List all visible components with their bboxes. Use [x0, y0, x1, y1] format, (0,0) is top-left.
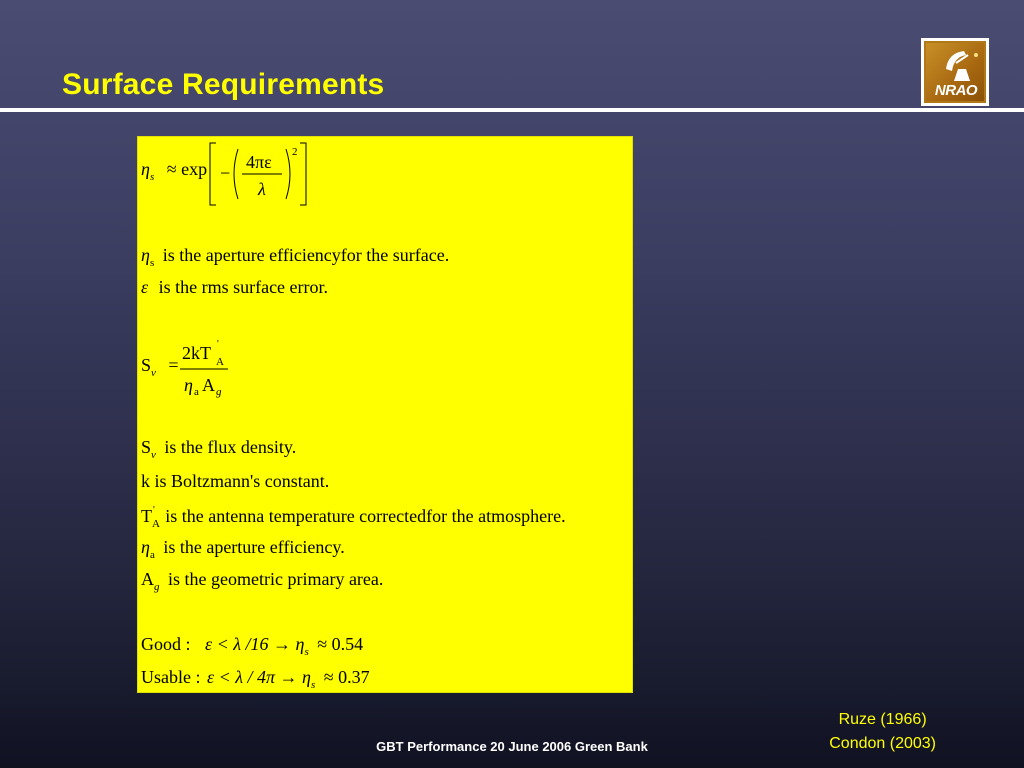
ruze-bracket-expression: [208, 141, 318, 207]
good-criterion: Good : ε < λ $/16 \to \eta_s \approx 0.54$: [141, 634, 364, 658]
reference-ruze: Ruze (1966): [838, 711, 927, 728]
logo-emblem: [924, 41, 986, 103]
reference-condon: Condon (2003): [829, 735, 936, 752]
svg-text:−: −: [220, 163, 231, 183]
svg-text:4πε: 4πε: [246, 152, 272, 172]
title-divider: [0, 108, 1024, 112]
antenna-temperature-definition: $T_A'$ is the antenna temperature correctedfor the atmosphere.: [141, 505, 566, 530]
boltzmann-definition: k is Boltzmann's constant.: [141, 471, 330, 491]
flux-fraction: [178, 337, 238, 403]
svg-text:': ': [217, 339, 219, 350]
ruze-equation: $\eta_s \approx \exp$: [141, 159, 208, 183]
slide-title: Surface Requirements: [62, 68, 385, 101]
geometric-area-definition: $A_g$ is the geometric primary area.: [141, 569, 384, 593]
svg-text:2: 2: [292, 146, 298, 158]
radio-telescope-icon: [932, 47, 984, 83]
svg-text:λ: λ: [258, 179, 266, 199]
svg-text:g: g: [216, 386, 222, 398]
eta-a-definition: $\eta_a$ is the aperture efficiency.: [141, 537, 345, 561]
flux-density-definition: $S_\nu$ is the flux density.: [141, 437, 297, 461]
logo-text: NRAO: [934, 82, 978, 99]
usable-criterion: Usable : $\varepsilon < \lambda / 4\pi \to \eta_s \approx 0.37$: [141, 667, 370, 691]
svg-text:A: A: [216, 356, 224, 368]
slide-footer: GBT Performance 20 June 2006 Green Bank: [376, 739, 648, 754]
svg-text:a: a: [194, 386, 199, 398]
nrao-logo: [921, 38, 989, 106]
svg-text:η: η: [184, 375, 193, 395]
eta-s-definition: $\eta_s$ is the aperture efficiencyfor the surface.: [141, 245, 450, 269]
flux-equation-lhs: $S_\nu$ =: [141, 355, 179, 379]
svg-text:2kT: 2kT: [182, 343, 211, 363]
svg-text:A: A: [202, 375, 215, 395]
epsilon-definition: ε is the rms surface error.: [141, 277, 329, 297]
equations-panel: [137, 136, 633, 693]
